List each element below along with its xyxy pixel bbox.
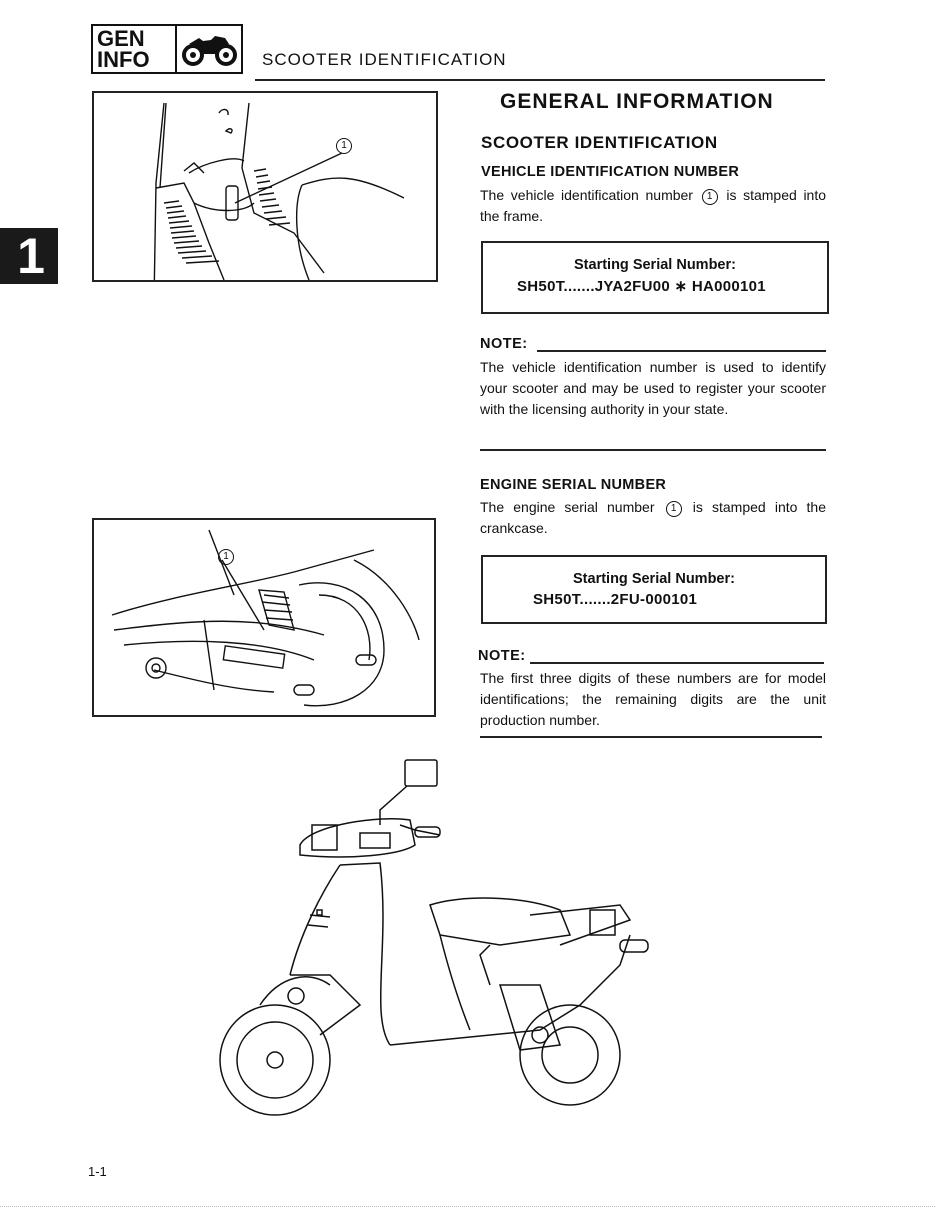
serial-value: SH50T.......JYA2FU00 ∗ HA000101 — [517, 278, 766, 295]
note-end-rule — [480, 449, 826, 451]
engine-note-text: The first three digits of these numbers are for model identifications; the remaining digits are the unit production number. — [480, 670, 826, 728]
note-rule — [530, 662, 824, 664]
section-title: SCOOTER IDENTIFICATION — [262, 50, 507, 69]
engine-serial-heading: ENGINE SERIAL NUMBER — [480, 477, 667, 493]
chapter-tab: 1 — [0, 228, 58, 284]
engine-serial-location-figure — [92, 518, 436, 717]
vin-description: The vehicle identification number 1 is stamped into the frame. — [480, 187, 827, 224]
callout-1-icon: 1 — [666, 501, 682, 517]
note-label: NOTE: — [478, 648, 526, 664]
motorcycle-icon — [177, 26, 241, 72]
vin-heading: VEHICLE IDENTIFICATION NUMBER — [481, 164, 740, 180]
vin-serial-box — [481, 241, 829, 314]
logo-text — [93, 26, 177, 72]
section-heading: SCOOTER IDENTIFICATION — [481, 133, 718, 152]
page-bottom-edge — [0, 1206, 935, 1208]
engine-description: The engine serial number 1 is stamped into the crankcase. — [480, 499, 827, 536]
page-number: 1-1 — [88, 1164, 107, 1179]
vin-location-figure — [92, 91, 438, 282]
note-end-rule — [480, 736, 822, 738]
page-title: GENERAL INFORMATION — [500, 90, 774, 113]
callout-1-icon: 1 — [702, 189, 718, 205]
header-divider — [255, 79, 825, 81]
logo-line-info: INFO — [97, 47, 150, 72]
note-label: NOTE: — [480, 336, 528, 352]
serial-label: Starting Serial Number: — [573, 571, 735, 587]
engine-callout-marker: 1 — [216, 547, 236, 565]
serial-value: SH50T.......2FU-000101 — [533, 591, 698, 608]
serial-label: Starting Serial Number: — [574, 257, 736, 273]
vin-note-text: The vehicle identification number is used to identify your scooter and may be used to register your scooter with the licensing authority in your state. — [480, 359, 826, 417]
engine-serial-box — [481, 555, 827, 624]
frame-callout-marker: 1 — [334, 136, 354, 154]
logo-line-gen: GEN — [97, 26, 145, 51]
scooter-illustration — [200, 745, 670, 1120]
note-rule — [537, 350, 826, 352]
gen-info-logo — [91, 24, 243, 74]
